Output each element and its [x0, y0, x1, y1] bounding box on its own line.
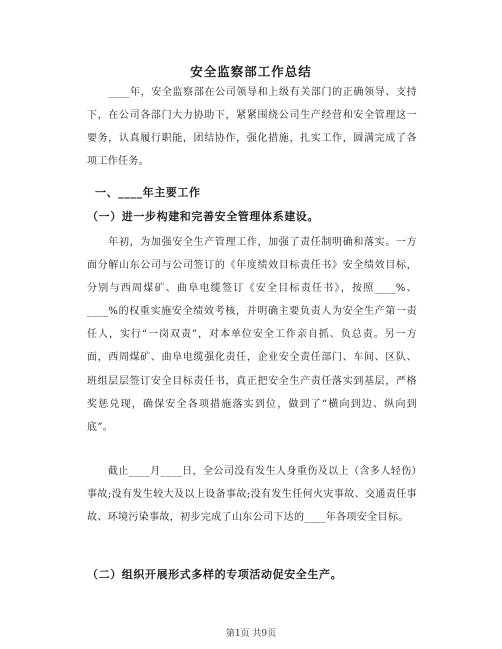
body-paragraph-2: 截止____月____日，全公司没有发生人身重伤及以上（含多人轻伤）事故;没有发生较大及以上设备事故;没有发生任何火灾事故、交通责任事故、环境污染事故，初步完成了山东公司下达的____年各项安全目标。: [87, 466, 417, 524]
subsection-heading-1: （一）进一步构建和完善安全管理体系建设。: [87, 210, 319, 223]
body-paragraph-1: 年初，为加强安全生产管理工作，加强了责任制明确和落实。一方面分解山东公司与公司签订的《年度绩效目标责任书》安全绩效目标，分别与西周煤矿、曲阜电缆签订《安全目标责任书》，按照____%、____%的权重实施安全绩效考核，并明确主要负责人为安全生产第一责任人，实行“一岗双责”，对本单位安全工作亲自抓、负总责。另一方面，西周煤矿、曲阜电缆强化责任，企业安全责任部门、车间、区队、班组层层签订安全目标责任书，真正把安全生产责任落实到基层，严格奖惩兑现，确保安全各项措施落实到位，做到了“横向到边、纵向到底”。: [87, 237, 417, 433]
document-title: 安全监察部工作总结: [190, 64, 312, 79]
section-heading: 一、____年主要工作: [95, 186, 201, 199]
subsection-heading-2: （二）组织开展形式多样的专项活动促安全生产。: [87, 568, 343, 581]
intro-paragraph: ____年，安全监察部在公司领导和上级有关部门的正确领导、支持下，在公司各部门大力协助下，紧紧围绕公司生产经营和安全管理这一要务，认真履行职能，团结协作，强化措施，扎实工作，圆满完成了各项工作任务。: [87, 87, 417, 168]
page-number: 第1页 共9页: [225, 629, 277, 639]
